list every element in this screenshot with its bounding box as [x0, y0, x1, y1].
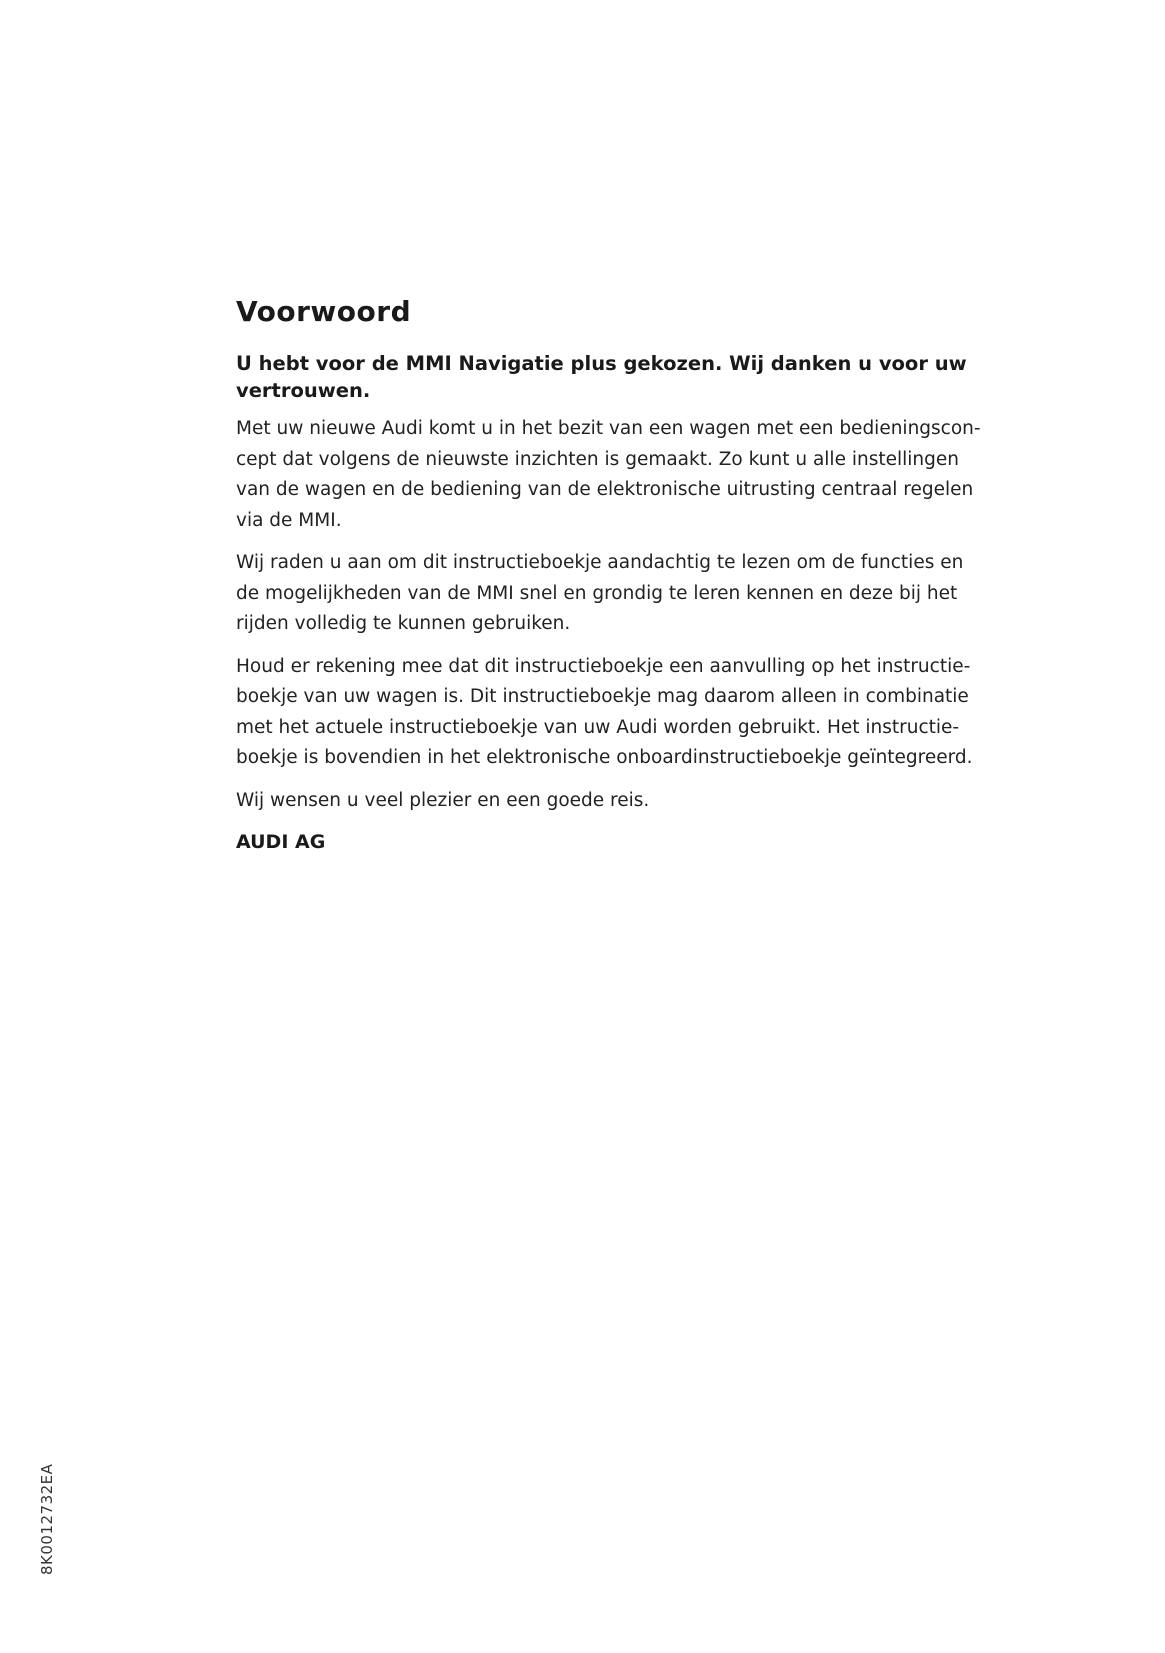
lead-line: U hebt voor de MMI Navigatie plus gekozen. Wij danken u voor uw — [236, 352, 967, 375]
signature: AUDI AG — [236, 831, 326, 853]
text-line: met het actuele instructieboekje van uw Audi worden gebruikt. Het instructie- — [236, 716, 960, 738]
foreword-section — [236, 292, 1036, 856]
text-line: Wij wensen u veel plezier en een goede reis. — [236, 789, 650, 811]
lead-text — [236, 350, 1036, 404]
page-title: Voorwoord — [236, 295, 412, 328]
text-line: van de wagen en de bediening van de elektronische uitrusting centraal regelen — [236, 479, 974, 500]
text-line: via de MMI. — [236, 509, 342, 531]
text-line: Houd er rekening mee dat dit instructieboekje een aanvulling op het instructie- — [236, 655, 971, 677]
text-line: Wij raden u aan om dit instructieboekje aandachtig te lezen om de functies en — [236, 552, 964, 573]
paragraph-note — [236, 652, 1036, 774]
text-line: de mogelijkheden van de MMI snel en grondig te leren kennen en deze bij het — [236, 582, 958, 604]
paragraph-advice — [236, 548, 1036, 640]
text-line: rijden volledig te kunnen gebruiken. — [236, 613, 571, 634]
text-line: cept dat volgens de nieuwste inzichten is gemaakt. Zo kunt u alle instellingen — [236, 448, 959, 470]
text-line: boekje is bovendien in het elektronische onboardinstructieboekje geïntegreerd. — [236, 747, 973, 768]
text-line: boekje van uw wagen is. Dit instructieboekje mag daarom alleen in combinatie — [236, 686, 969, 707]
text-line: Met uw nieuwe Audi komt u in het bezit van een wagen met een bedieningscon- — [236, 418, 981, 439]
paragraph-wishes — [236, 786, 1036, 817]
lead-line: vertrouwen. — [236, 379, 371, 402]
paragraph-intro — [236, 414, 1036, 536]
document-code: 8K0012732EA — [38, 1463, 56, 1575]
